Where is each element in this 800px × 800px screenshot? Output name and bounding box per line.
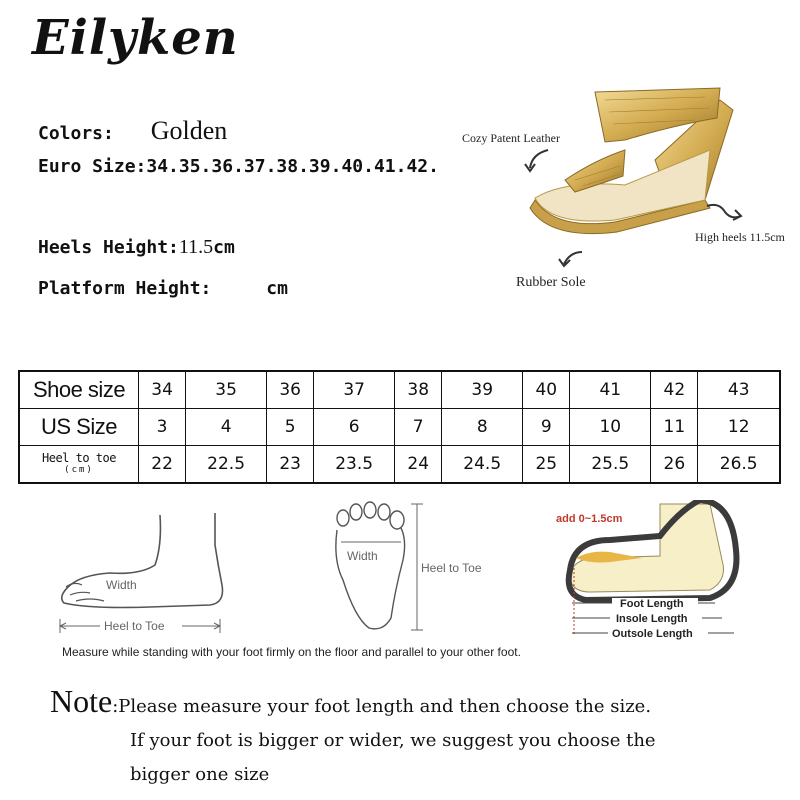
table-cell: 8 — [442, 409, 523, 446]
note-block — [50, 684, 656, 792]
table-cell: 24.5 — [442, 446, 523, 484]
table-cell: 23.5 — [314, 446, 395, 484]
table-cell: 6 — [314, 409, 395, 446]
table-row — [19, 371, 780, 409]
table-cell: 35 — [186, 371, 267, 409]
heel-height-unit: cm — [213, 237, 235, 258]
colors-row — [38, 116, 227, 146]
foot-side-outline — [62, 513, 223, 608]
heel-height-value: 11.5 — [178, 236, 214, 258]
table-cell: 24 — [395, 446, 442, 484]
add-length-label: add 0~1.5cm — [556, 513, 623, 525]
note-line-3: bigger one size — [130, 764, 270, 785]
table-cell: 26.5 — [698, 446, 780, 484]
measure-caption: Measure while standing with your foot firmly on the floor and parallel to your other foot. — [62, 645, 521, 659]
top-heel-to-toe-label: Heel to Toe — [421, 561, 482, 575]
table-cell: 4 — [186, 409, 267, 446]
heel-to-toe-label: Heel to toe — [42, 451, 116, 465]
table-cell: 38 — [395, 371, 442, 409]
table-cell: 12 — [698, 409, 780, 446]
shoe-length-diagram — [550, 500, 750, 642]
table-cell: 40 — [523, 371, 570, 409]
euro-size-row — [38, 156, 439, 177]
table-cell: 34 — [139, 371, 186, 409]
foot-side-diagram — [50, 505, 240, 640]
table-cell: 36 — [267, 371, 314, 409]
table-cell: 22 — [139, 446, 186, 484]
insole-length-label: Insole Length — [616, 613, 688, 625]
foot-top-outline — [336, 528, 405, 629]
heel-height-label: Heels Height: — [38, 237, 179, 258]
callout-heel: High heels 11.5cm — [695, 230, 785, 244]
outsole-length-label: Outsole Length — [612, 628, 693, 640]
table-cell: 9 — [523, 409, 570, 446]
callout-upper: Cozy Patent Leather — [462, 131, 560, 145]
euro-size-value: 34.35.36.37.38.39.40.41.42. — [146, 156, 439, 177]
note-line-2: If your foot is bigger or wider, we suggest you choose the — [130, 730, 656, 751]
side-heel-to-toe-label: Heel to Toe — [104, 619, 165, 633]
row-header-us-size: US Size — [19, 409, 139, 446]
brand-logo: Eilyken — [32, 10, 239, 66]
euro-size-label: Euro Size: — [38, 156, 147, 177]
callout-heel-arrow-icon — [705, 200, 745, 224]
callout-upper-arrow-icon — [522, 148, 552, 174]
heel-to-toe-unit: (cm) — [64, 465, 94, 475]
note-word: Note — [50, 683, 113, 719]
callout-sole: Rubber Sole — [516, 275, 586, 290]
foot-top-diagram — [325, 500, 505, 640]
table-cell: 39 — [442, 371, 523, 409]
side-width-label: Width — [106, 578, 137, 592]
colors-value: Golden — [150, 116, 228, 145]
table-cell: 10 — [570, 409, 651, 446]
table-cell: 11 — [651, 409, 698, 446]
table-cell: 23 — [267, 446, 314, 484]
table-row — [19, 409, 780, 446]
table-cell: 7 — [395, 409, 442, 446]
table-cell: 42 — [651, 371, 698, 409]
callout-sole-arrow-icon — [556, 248, 586, 270]
table-cell: 25.5 — [570, 446, 651, 484]
table-cell: 43 — [698, 371, 780, 409]
table-cell: 5 — [267, 409, 314, 446]
table-cell: 25 — [523, 446, 570, 484]
note-text-1: :Please measure your foot length and then choose the size. — [112, 696, 652, 717]
row-header-heel-to-toe — [19, 446, 139, 484]
foot-length-label: Foot Length — [620, 598, 684, 610]
row-header-shoe-size: Shoe size — [19, 371, 139, 409]
platform-height-row — [38, 278, 288, 299]
note-line-1 — [50, 684, 656, 724]
size-chart-table — [18, 370, 781, 484]
table-cell: 26 — [651, 446, 698, 484]
table-cell: 37 — [314, 371, 395, 409]
platform-height-label: Platform Height: — [38, 278, 212, 299]
table-cell: 41 — [570, 371, 651, 409]
heel-height-row — [38, 236, 235, 259]
top-width-label: Width — [347, 549, 378, 563]
table-cell: 3 — [139, 409, 186, 446]
table-row — [19, 446, 780, 484]
platform-height-unit: cm — [266, 278, 288, 299]
table-cell: 22.5 — [186, 446, 267, 484]
colors-label: Colors: — [38, 123, 114, 144]
